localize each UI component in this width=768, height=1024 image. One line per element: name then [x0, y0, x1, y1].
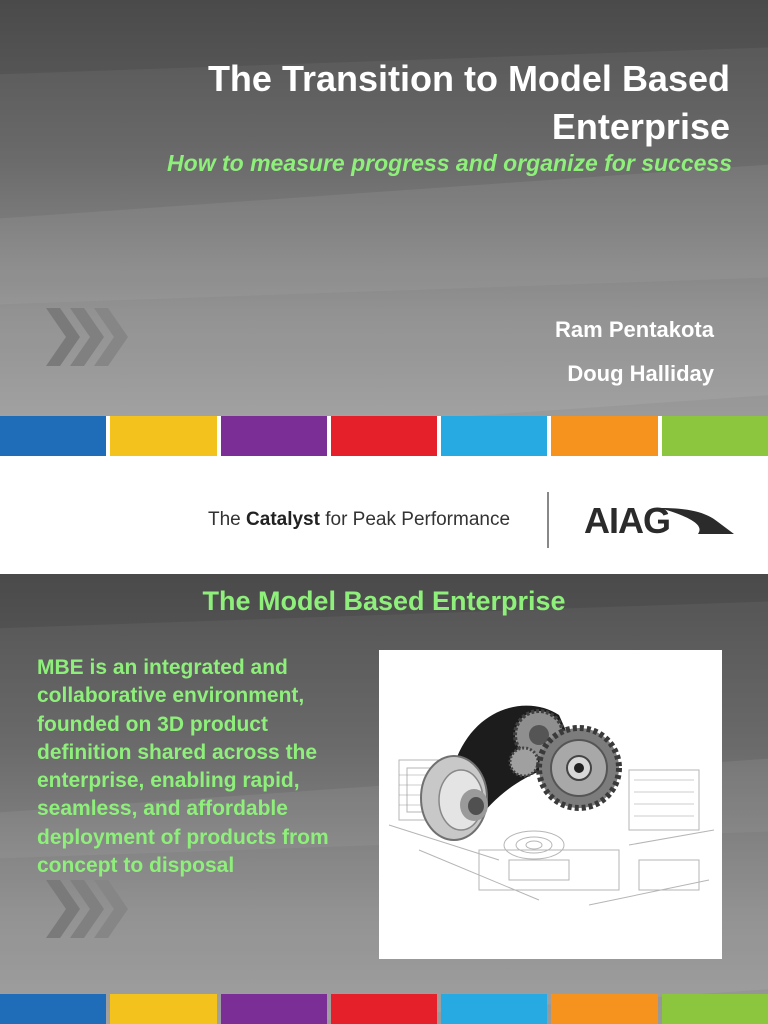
stripe-segment — [662, 994, 768, 1024]
tagline — [208, 509, 510, 531]
tagline-prefix: The — [208, 509, 247, 530]
stripe-segment — [0, 416, 106, 456]
color-stripe — [0, 416, 768, 456]
author-name: Doug Halliday — [567, 361, 714, 386]
author-name: Ram Pentakota — [555, 317, 714, 342]
presentation-subtitle: How to measure progress and organize for success — [167, 150, 732, 176]
author-list — [414, 308, 714, 396]
aiag-swoosh-icon — [658, 504, 736, 538]
stripe-segment — [662, 416, 768, 456]
gear-assembly-illustration — [379, 650, 722, 959]
footer-divider — [547, 492, 549, 548]
stripe-segment — [331, 994, 437, 1024]
stripe-segment — [110, 994, 216, 1024]
slide-body-text: MBE is an integrated and collaborative environment, founded on 3D product definition shared across the enterprise, enabling rapid, seamless, and affordable deployment of products from concept to disposal — [37, 656, 329, 878]
stripe-segment — [221, 416, 327, 456]
stripe-segment — [0, 994, 106, 1024]
stripe-segment — [110, 416, 216, 456]
stripe-segment — [441, 416, 547, 456]
tagline-bold: Catalyst — [246, 509, 320, 530]
aiag-logo: AIAG — [584, 500, 670, 541]
stripe-segment — [441, 994, 547, 1024]
stripe-segment — [551, 416, 657, 456]
stripe-segment — [331, 416, 437, 456]
stripe-segment — [221, 994, 327, 1024]
chevron-triple-icon — [46, 302, 136, 372]
slide-title: The Model Based Enterprise — [202, 586, 566, 616]
color-stripe — [0, 994, 768, 1024]
chevron-triple-icon — [46, 874, 136, 944]
presentation-title: The Transition to Model Based Enterprise — [207, 58, 730, 147]
stripe-segment — [551, 994, 657, 1024]
tagline-suffix: for Peak Performance — [319, 509, 511, 530]
